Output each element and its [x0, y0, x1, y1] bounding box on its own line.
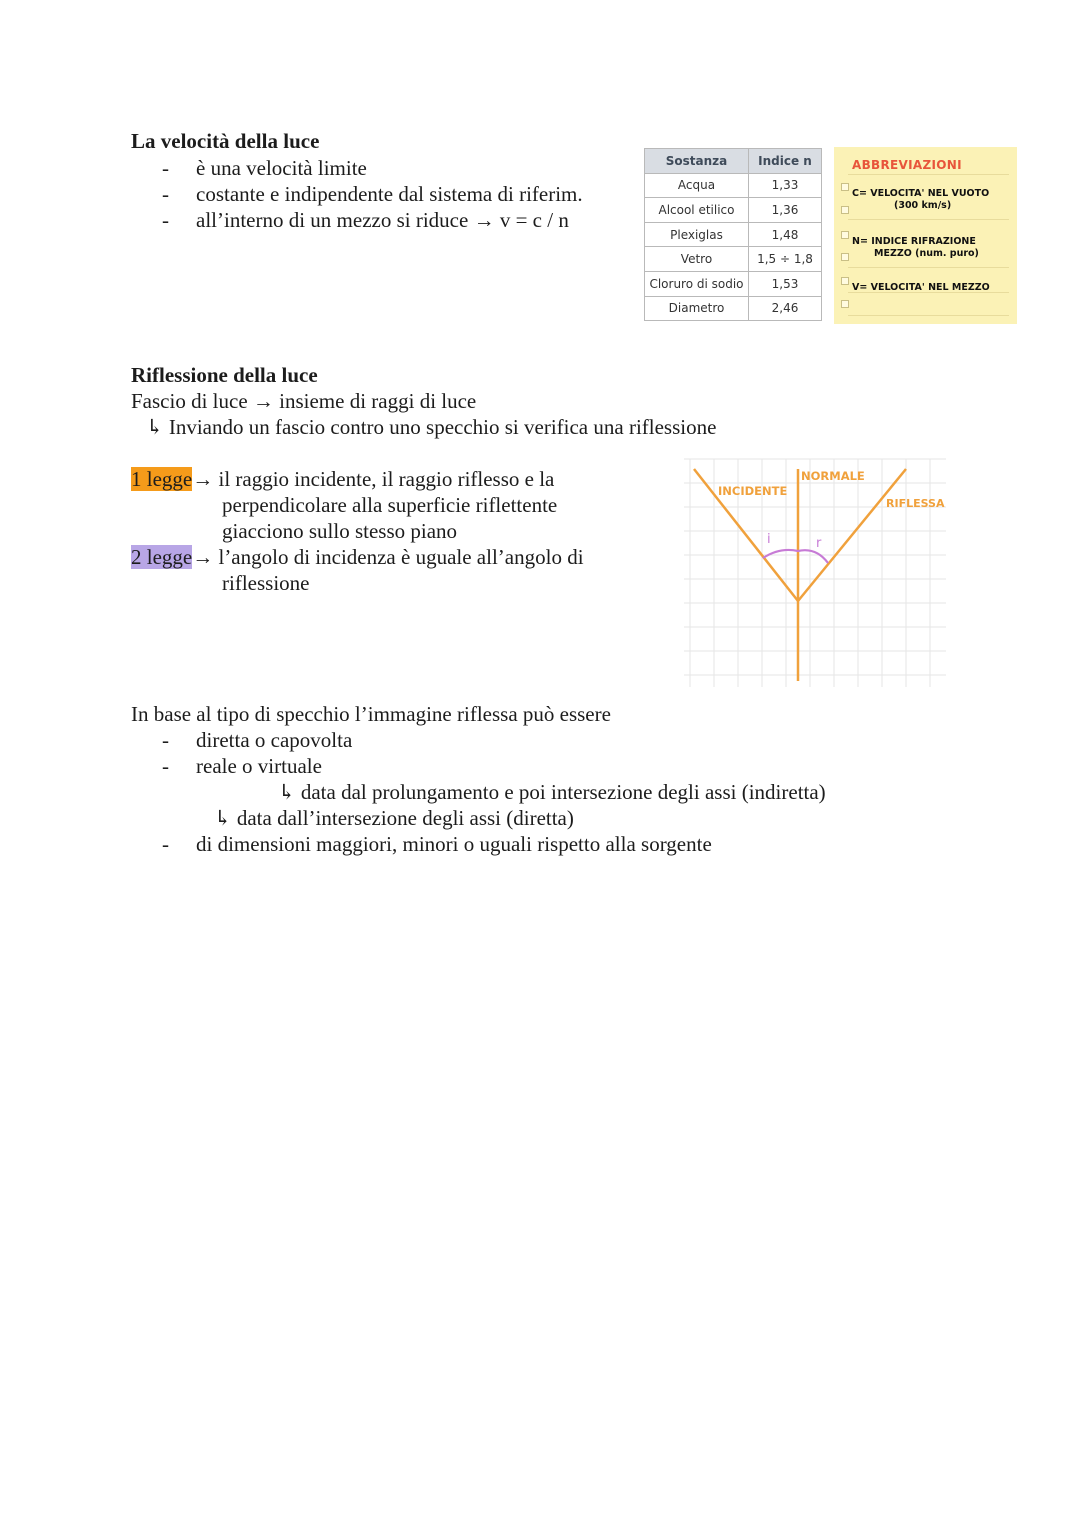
checkbox-icon	[841, 277, 849, 285]
table-row	[645, 173, 822, 198]
note-title: ABBREVIAZIONI	[852, 158, 962, 172]
section-title-riflessione: Riflessione della luce	[131, 363, 318, 387]
bullet-dash: -	[162, 182, 169, 206]
note-abbrev-v: V= VELOCITA' NEL MEZZO	[852, 282, 990, 293]
table-cell: Vetro	[645, 247, 749, 272]
law-1-text: giacciono sullo stesso piano	[222, 519, 458, 543]
law-2	[131, 545, 584, 570]
table-cell: 1,53	[749, 271, 822, 296]
bullet-dash: -	[162, 208, 169, 232]
table-row	[645, 271, 822, 296]
law-1-text: → il raggio incidente, il raggio riflesso e la	[192, 467, 555, 491]
note-abbrev-c: C= VELOCITA' NEL VUOTO	[852, 188, 990, 199]
bullet-dash: -	[162, 156, 169, 180]
bullet-dash: -	[162, 832, 169, 856]
note-rule	[848, 267, 1009, 268]
bullet-dash: -	[162, 728, 169, 752]
note-rule	[848, 174, 1009, 175]
bullet-text: costante e indipendente dal sistema di riferim.	[196, 182, 583, 206]
bullet-text: diretta o capovolta	[196, 728, 353, 752]
riflessa-label: RIFLESSA	[886, 497, 945, 510]
law-1-text: perpendicolare alla superficie riflettente	[222, 493, 558, 517]
checkbox-icon	[841, 253, 849, 261]
bullet-dash: -	[162, 754, 169, 778]
column-header: Indice n	[749, 149, 822, 174]
reflection-diagram	[680, 455, 950, 690]
law-1-label: 1 legge	[131, 467, 193, 491]
checkbox-icon	[841, 300, 849, 308]
table-cell: Diametro	[645, 296, 749, 321]
table-row	[645, 247, 822, 272]
refraction-index-table	[644, 148, 822, 321]
definition-line: Fascio di luce → insieme di raggi di luce	[131, 389, 477, 413]
column-header: Sostanza	[645, 149, 749, 174]
table-cell: Acqua	[645, 173, 749, 198]
angle-arc	[763, 550, 828, 563]
table-cell: 2,46	[749, 296, 822, 321]
angle-i-label: i	[767, 532, 771, 547]
table-cell: Cloruro di sodio	[645, 271, 749, 296]
incidente-label: INCIDENTE	[718, 484, 788, 498]
table-header-row	[645, 149, 822, 174]
table-cell: 1,5 ÷ 1,8	[749, 247, 822, 272]
checkbox-icon	[841, 206, 849, 214]
note-abbrev-c-value: (300 km/s)	[894, 200, 952, 211]
normale-label: NORMALE	[801, 469, 865, 483]
table-cell: 1,33	[749, 173, 822, 198]
table-cell: 1,36	[749, 198, 822, 223]
table-row	[645, 296, 822, 321]
checkbox-icon	[841, 231, 849, 239]
image-types-intro: In base al tipo di specchio l’immagine riflessa può essere	[131, 702, 611, 726]
bullet-text: all’interno di un mezzo si riduce → v = c / n	[196, 208, 569, 232]
note-abbrev-n: N= INDICE RIFRAZIONE	[852, 236, 976, 247]
section-title-velocita: La velocità della luce	[131, 129, 320, 153]
definition-subline: ↳ Inviando un fascio contro uno specchio si verifica una riflessione	[146, 415, 717, 439]
note-abbrev-n-value: MEZZO (num. puro)	[874, 248, 979, 259]
angle-r-label: r	[816, 536, 822, 551]
table-cell: 1,48	[749, 222, 822, 247]
law-1	[131, 467, 554, 492]
sub-bullet-text: ↳ data dal prolungamento e poi intersezione degli assi (indiretta)	[278, 780, 826, 804]
bullet-text: di dimensioni maggiori, minori o uguali rispetto alla sorgente	[196, 832, 712, 856]
note-rule	[848, 315, 1009, 316]
table-cell: Plexiglas	[645, 222, 749, 247]
table-cell: Alcool etilico	[645, 198, 749, 223]
bullet-text: reale o virtuale	[196, 754, 322, 778]
law-2-text: → l’angolo di incidenza è uguale all’angolo di	[192, 545, 584, 569]
table-row	[645, 222, 822, 247]
sub-bullet-text: ↳ data dall’intersezione degli assi (diretta)	[214, 806, 574, 830]
reflected-ray	[798, 469, 906, 601]
bullet-text: è una velocità limite	[196, 156, 367, 180]
abbreviations-sticky-note	[834, 147, 1017, 324]
note-rule	[848, 219, 1009, 220]
table-row	[645, 198, 822, 223]
law-2-label: 2 legge	[131, 545, 193, 569]
checkbox-icon	[841, 183, 849, 191]
law-2-text: riflessione	[222, 571, 310, 595]
